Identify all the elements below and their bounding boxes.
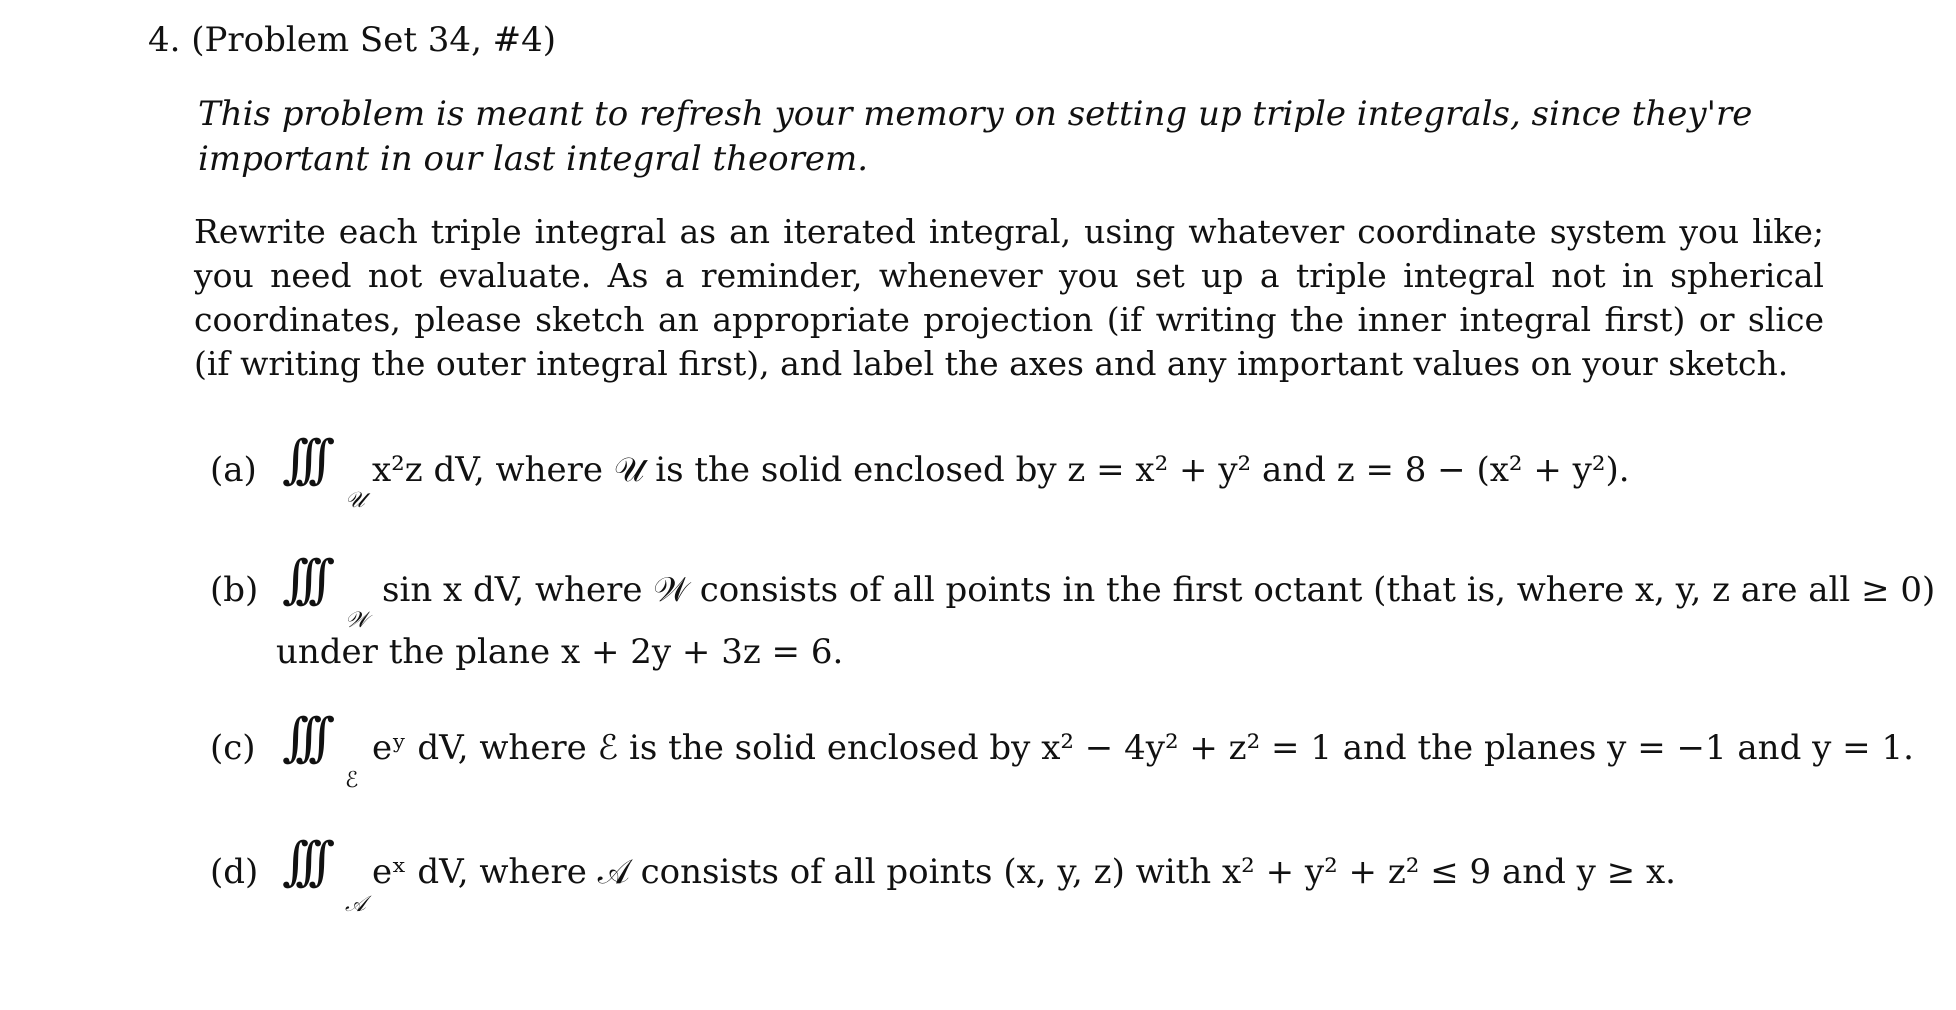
part-b-region: 𝒲: [345, 608, 369, 633]
problem-instructions: Rewrite each triple integral as an iterated integral, using whatever coordinate system you like; you need not evaluate. As a reminder, whenever you set up a triple integral not in spherical coordinates, please sketch an appropriate projection (if writing the inner integral first) or slice (if writing the outer integral first), and label the axes and any important values on your sketch.: [194, 212, 1824, 383]
part-c: [0, 698, 1956, 798]
part-a-region: 𝒰: [345, 488, 365, 513]
part-c-region: ℰ: [345, 768, 359, 793]
part-c-label: (c): [210, 728, 256, 768]
part-d-region: 𝒜: [345, 892, 366, 917]
part-d-text: eˣ dV, where 𝒜 consists of all points (x, y, z) with x² + y² + z² ≤ 9 and y ≥ x.: [372, 852, 1676, 892]
part-c-integral-sign: ∫∫∫: [282, 708, 322, 768]
part-a-integral-sign: ∫∫∫: [282, 430, 322, 490]
part-a-label: (a): [210, 450, 257, 490]
part-b-label: (b): [210, 570, 259, 610]
problem-intro: This problem is meant to refresh your memory on setting up triple integrals, since they're important in our last integral theorem.: [198, 94, 1753, 179]
part-d-integral-sign: ∫∫∫: [282, 832, 322, 892]
part-d: [0, 822, 1956, 922]
part-a: [0, 420, 1956, 520]
part-b-integral-sign: ∫∫∫: [282, 550, 322, 610]
part-d-label: (d): [210, 852, 259, 892]
part-c-text: eʸ dV, where ℰ is the solid enclosed by x² − 4y² + z² = 1 and the planes y = −1 and y = 1.: [372, 728, 1914, 768]
problem-heading: 4. (Problem Set 34, #4): [148, 20, 557, 60]
part-b-text: sin x dV, where 𝒲 consists of all points in the first octant (that is, where x, y, z are all ≥ 0): [382, 570, 1936, 610]
part-a-text: x²z dV, where 𝒰 is the solid enclosed by z = x² + y² and z = 8 − (x² + y²).: [372, 450, 1630, 490]
part-b: [0, 540, 1956, 672]
part-b-text-line2: under the plane x + 2y + 3z = 6.: [276, 632, 844, 672]
